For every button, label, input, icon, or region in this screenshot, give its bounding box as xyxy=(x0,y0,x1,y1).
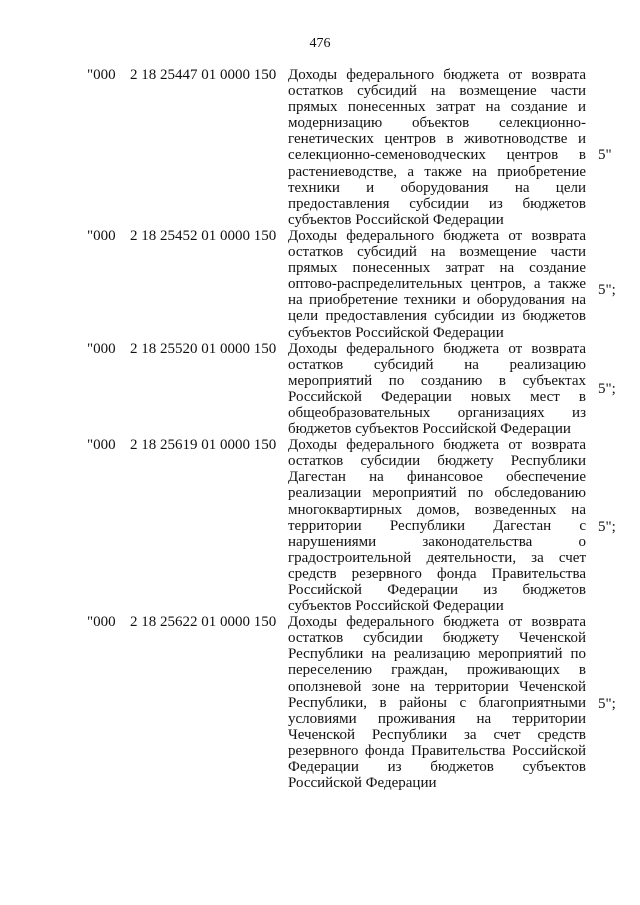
budget-code: 2 18 25622 01 0000 150 xyxy=(130,614,277,631)
budget-code: 2 18 25447 01 0000 150 xyxy=(130,67,277,83)
row-suffix: 5"; xyxy=(598,696,616,713)
budget-row xyxy=(0,614,640,791)
row-prefix: "000 xyxy=(87,437,116,454)
budget-code: 2 18 25520 01 0000 150 xyxy=(130,340,277,357)
budget-row xyxy=(0,228,640,341)
row-prefix: "000 xyxy=(87,614,116,631)
row-suffix: 5"; xyxy=(598,519,616,536)
row-prefix: "000 xyxy=(87,67,116,83)
budget-code: 2 18 25619 01 0000 150 xyxy=(130,437,277,454)
budget-code-list xyxy=(0,67,640,791)
page-number: 476 xyxy=(309,36,331,51)
row-description: Доходы федерального бюджета от возврата остатков субсидии бюджету Чеченской Республики на реализацию мероприятий по переселению граждан, проживающих в оползневой зоне на территории Чеченской Республики, в районы с благоприятными условиями проживания на территории Чеченской Республики за счет средств резервного фонда Правительства Российской Федерации из бюджетов субъектов Российской Федерации xyxy=(288,614,586,792)
budget-row xyxy=(0,341,640,438)
row-description: Доходы федерального бюджета от возврата остатков субсидии бюджету Республики Дагестан на финансовое обеспечение реализации мероприятий по обследованию многоквартирных домов, возведенных на территории Республики Дагестан с нарушениями законодательства о градостроительной деятельности, за счет средств резервного фонда Правительства Российской Федерации из бюджетов субъектов Российской Федерации xyxy=(288,437,586,615)
row-prefix: "000 xyxy=(87,227,116,244)
budget-code: 2 18 25452 01 0000 150 xyxy=(130,227,277,244)
row-description: Доходы федерального бюджета от возврата остатков субсидий на возмещение части прямых понесенных затрат на создание и модернизацию объектов селекционно-генетических центров в животноводстве и селекционно-семеноводческих центров в растениеводстве, а также на приобретение техники и оборудования на цели предоставления субсидии из бюджетов субъектов Российской Федерации xyxy=(288,67,586,228)
row-suffix: 5" xyxy=(598,147,612,163)
budget-row xyxy=(0,437,640,614)
row-description: Доходы федерального бюджета от возврата остатков субсидий на реализацию мероприятий по созданию в субъектах Российской Федерации новых мест в общеобразовательных организациях из бюджетов субъектов Российской Федерации xyxy=(288,340,586,438)
row-suffix: 5"; xyxy=(598,281,616,298)
budget-row xyxy=(0,67,640,228)
row-suffix: 5"; xyxy=(598,380,616,397)
row-prefix: "000 xyxy=(87,340,116,357)
row-description: Доходы федерального бюджета от возврата остатков субсидий на возмещение части прямых понесенных затрат на создание оптово-распределительных центров, а также на приобретение техники и оборудования на цели предоставления субсидии из бюджетов субъектов Российской Федерации xyxy=(288,227,586,341)
